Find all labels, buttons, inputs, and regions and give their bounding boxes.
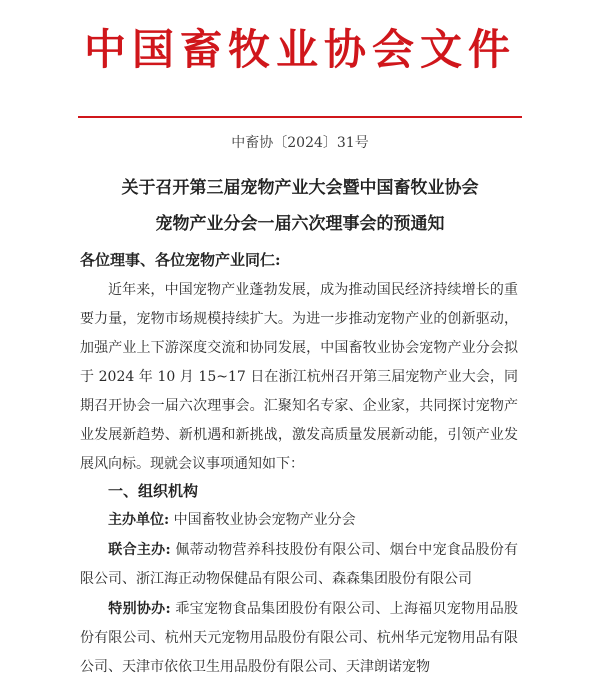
host-value: 中国畜牧业协会宠物产业分会 [173,512,356,528]
host-line [80,506,518,535]
special-support-value: 乖宝宠物食品集团股份有限公司、上海福贝宠物用品股份有限公司、杭州天元宠物用品股份有限公司、杭州华元宠物用品有限公司、天津市依依卫生用品股份有限公司、天津朗诺宠物 [80,601,519,675]
subject-line-2: 宠物产业分会一届六次理事会的预通知 [155,214,445,234]
salutation: 各位理事、各位宠物产业同仁: [80,251,281,269]
subject-line-1: 关于召开第三届宠物产业大会暨中国畜牧业协会 [121,178,479,198]
special-support-label: 特别协办: [108,601,171,617]
special-support-line [80,595,518,677]
host-label: 主办单位: [108,512,170,528]
document-subject [0,170,600,242]
co-host-value: 佩蒂动物营养科技股份有限公司、烟台中宠食品股份有限公司、浙江海正动物保健品有限公司、森森集团股份有限公司 [80,542,519,587]
document-number: 中畜协〔2024〕31号 [231,135,369,151]
co-host-label: 联合主办: [108,542,171,558]
intro-paragraph: 近年来，中国宠物产业蓬勃发展，成为推动国民经济持续增长的重要力量，宠物市场规模持续扩大。为进一步推动宠物产业的创新驱动，加强产业上下游深度交流和协同发展，中国畜牧业协会宠物产业分会拟于 2024 年 10 月 15~17 日在浙江杭州召开第三届宠物产业大会，同期召开协会一届六次理事会。汇聚知名专家、企业家，共同探讨宠物产业发展新趋势、新机遇和新挑战，激发高质量发展新动能，引领产业发展风向标。现就会议事项通知如下： [80,282,518,472]
header-divider [78,116,522,118]
section-heading-organization: 一、组织机构 [108,482,199,500]
co-host-line [80,536,518,594]
document-header-title: 中国畜牧业协会文件 [83,25,516,74]
